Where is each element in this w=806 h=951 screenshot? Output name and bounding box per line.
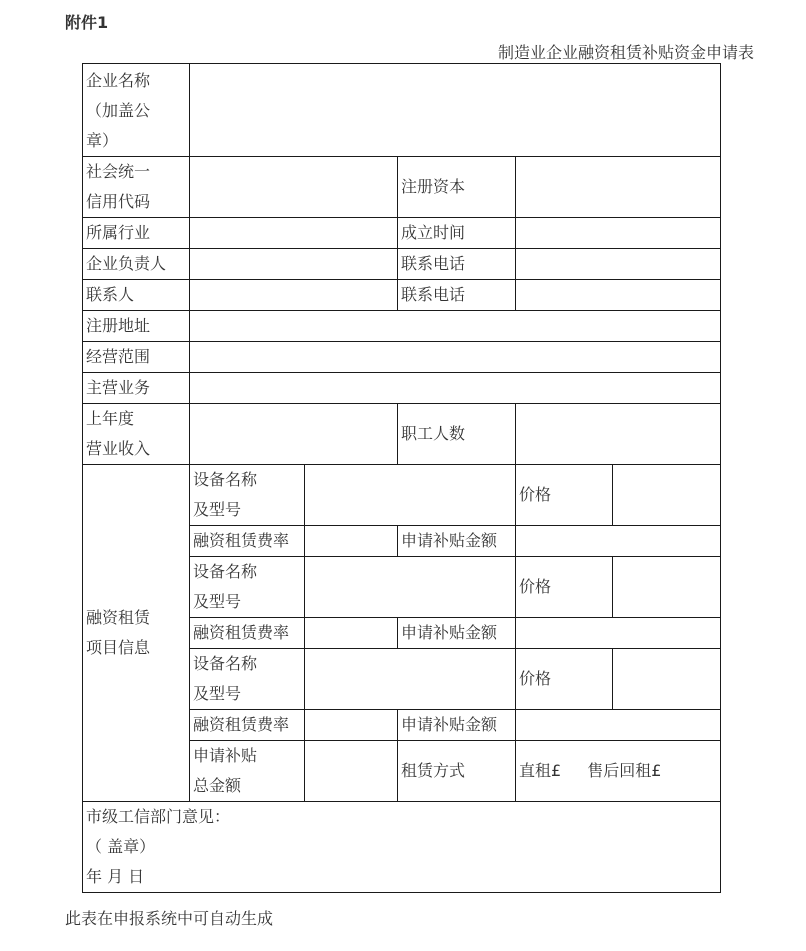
main-business-field[interactable] bbox=[190, 373, 721, 404]
equipment-name-label: 设备名称 及型号 bbox=[190, 649, 305, 710]
contact-label: 联系人 bbox=[83, 280, 190, 311]
scope-label: 经营范围 bbox=[83, 342, 190, 373]
price-field[interactable] bbox=[613, 465, 721, 526]
lease-rate-label: 融资租赁费率 bbox=[190, 618, 305, 649]
lease-rate-field[interactable] bbox=[305, 618, 398, 649]
employees-field[interactable] bbox=[516, 404, 721, 465]
main-business-label: 主营业务 bbox=[83, 373, 190, 404]
registered-capital-field[interactable] bbox=[516, 157, 721, 218]
stamp-label: （ 盖章） bbox=[86, 837, 156, 856]
date-label: 年 月 日 bbox=[86, 867, 145, 886]
legal-rep-field[interactable] bbox=[190, 249, 398, 280]
price-field[interactable] bbox=[613, 649, 721, 710]
total-subsidy-field[interactable] bbox=[305, 741, 398, 802]
attachment-label: 附件1 bbox=[65, 13, 109, 32]
price-label: 价格 bbox=[516, 649, 613, 710]
lease-mode-options bbox=[516, 741, 721, 802]
opinion-section bbox=[83, 802, 721, 893]
lease-rate-field[interactable] bbox=[305, 710, 398, 741]
equipment-name-label: 设备名称 及型号 bbox=[190, 465, 305, 526]
contact-phone-field[interactable] bbox=[516, 280, 721, 311]
price-label: 价格 bbox=[516, 557, 613, 618]
equipment-name-field[interactable] bbox=[305, 465, 516, 526]
price-label: 价格 bbox=[516, 465, 613, 526]
equipment-name-field[interactable] bbox=[305, 557, 516, 618]
subsidy-amount-label: 申请补贴金额 bbox=[398, 710, 516, 741]
equipment-name-field[interactable] bbox=[305, 649, 516, 710]
sale-leaseback-option[interactable]: 售后回租£ bbox=[587, 761, 662, 780]
total-subsidy-label: 申请补贴 总金额 bbox=[190, 741, 305, 802]
address-label: 注册地址 bbox=[83, 311, 190, 342]
phone-field[interactable] bbox=[516, 249, 721, 280]
credit-code-field[interactable] bbox=[190, 157, 398, 218]
industry-field[interactable] bbox=[190, 218, 398, 249]
industry-label: 所属行业 bbox=[83, 218, 190, 249]
established-label: 成立时间 bbox=[398, 218, 516, 249]
revenue-field[interactable] bbox=[190, 404, 398, 465]
subsidy-amount-field[interactable] bbox=[516, 710, 721, 741]
direct-lease-option[interactable]: 直租£ bbox=[519, 761, 562, 780]
registered-capital-label: 注册资本 bbox=[398, 157, 516, 218]
lease-rate-label: 融资租赁费率 bbox=[190, 526, 305, 557]
lease-rate-label: 融资租赁费率 bbox=[190, 710, 305, 741]
lease-mode-label: 租赁方式 bbox=[398, 741, 516, 802]
established-field[interactable] bbox=[516, 218, 721, 249]
lease-rate-field[interactable] bbox=[305, 526, 398, 557]
subsidy-amount-label: 申请补贴金额 bbox=[398, 618, 516, 649]
form-title: 制造业企业融资租赁补贴资金申请表 bbox=[497, 43, 754, 62]
price-field[interactable] bbox=[613, 557, 721, 618]
subsidy-amount-field[interactable] bbox=[516, 618, 721, 649]
contact-field[interactable] bbox=[190, 280, 398, 311]
subsidy-amount-label: 申请补贴金额 bbox=[398, 526, 516, 557]
project-info-label: 融资租赁 项目信息 bbox=[83, 465, 190, 802]
application-form-table bbox=[82, 63, 721, 893]
company-name-label: 企业名称 （加盖公 章） bbox=[83, 64, 190, 157]
footer-note: 此表在申报系统中可自动生成 bbox=[65, 909, 274, 928]
opinion-label: 市级工信部门意见： bbox=[86, 807, 231, 826]
legal-rep-label: 企业负责人 bbox=[83, 249, 190, 280]
credit-code-label: 社会统一 信用代码 bbox=[83, 157, 190, 218]
employees-label: 职工人数 bbox=[398, 404, 516, 465]
subsidy-amount-field[interactable] bbox=[516, 526, 721, 557]
phone-label: 联系电话 bbox=[398, 249, 516, 280]
equipment-name-label: 设备名称 及型号 bbox=[190, 557, 305, 618]
company-name-field[interactable] bbox=[190, 64, 721, 157]
address-field[interactable] bbox=[190, 311, 721, 342]
revenue-label: 上年度 营业收入 bbox=[83, 404, 190, 465]
scope-field[interactable] bbox=[190, 342, 721, 373]
contact-phone-label: 联系电话 bbox=[398, 280, 516, 311]
